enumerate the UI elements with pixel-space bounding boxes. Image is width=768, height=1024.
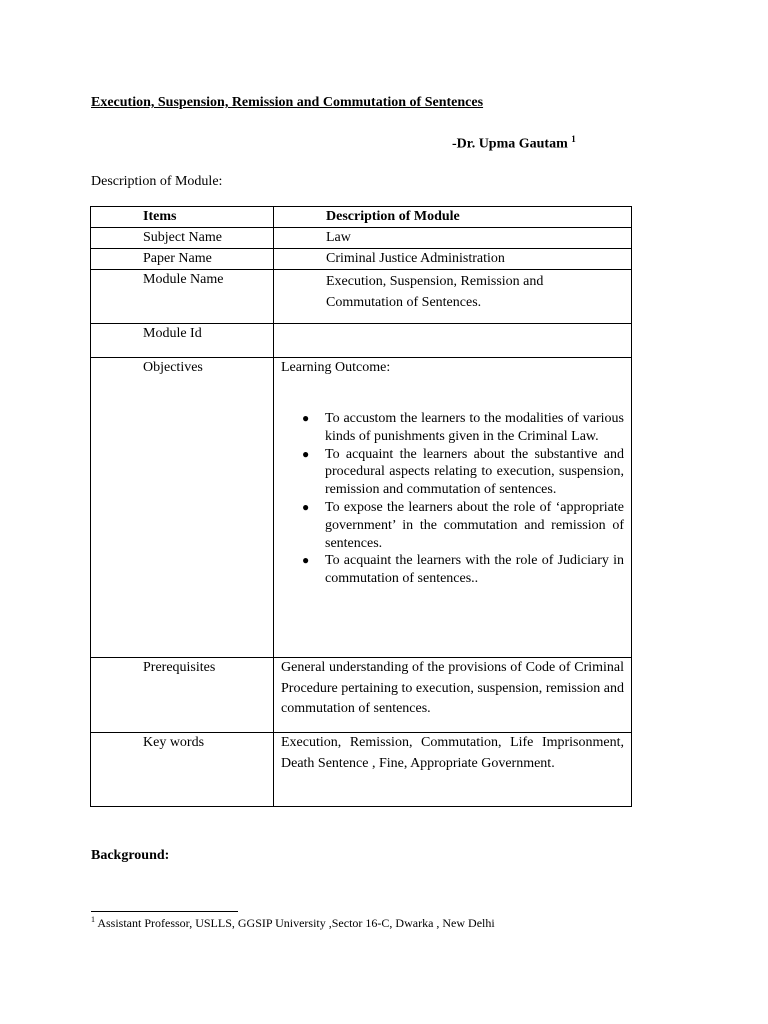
row-value-prerequisites: General understanding of the provisions of Code of Criminal Procedure pertaining to execution, suspension, remission and commutation of sentences. <box>274 658 632 733</box>
row-label-subject: Subject Name <box>91 228 274 249</box>
table-row <box>91 324 632 358</box>
row-label-module-id: Module Id <box>91 324 274 358</box>
row-value-objectives <box>274 358 632 658</box>
objectives-list <box>281 410 624 588</box>
header-items: Items <box>91 207 274 228</box>
description-label: Description of Module: <box>91 174 223 189</box>
footnote-mark: 1 <box>91 915 95 924</box>
footnote-text: Assistant Professor, USLLS, GGSIP University ,Sector 16-C, Dwarka , New Delhi <box>95 916 495 930</box>
table-header-row <box>91 207 632 228</box>
table-row <box>91 658 632 733</box>
bullet-icon: ● <box>302 411 310 425</box>
list-item: ● To accustom the learners to the modalities of various kinds of punishments given in the Criminal Law. <box>302 411 624 444</box>
row-label-objectives: Objectives <box>91 358 274 658</box>
author-line <box>452 134 576 153</box>
row-value-module-name: Execution, Suspension, Remission and Commutation of Sentences. <box>274 270 632 324</box>
footnote-divider <box>91 911 238 912</box>
bullet-icon: ● <box>302 553 310 568</box>
row-label-module-name: Module Name <box>91 270 274 324</box>
bullet-icon: ● <box>302 499 310 514</box>
row-label-paper: Paper Name <box>91 249 274 270</box>
footnote <box>91 915 495 931</box>
header-description: Description of Module <box>274 207 632 228</box>
author-name: -Dr. Upma Gautam <box>452 136 568 152</box>
row-value-paper: Criminal Justice Administration <box>274 249 632 270</box>
learning-outcome-heading: Learning Outcome: <box>281 360 391 375</box>
document-title: Execution, Suspension, Remission and Commutation of Sentences <box>91 95 484 110</box>
row-label-keywords: Key words <box>91 733 274 807</box>
table-row <box>91 358 632 658</box>
table-row <box>91 270 632 324</box>
bullet-icon: ● <box>302 446 310 461</box>
module-table <box>90 206 632 807</box>
table-row <box>91 733 632 807</box>
row-value-keywords: Execution, Remission, Commutation, Life Imprisonment, Death Sentence , Fine, Appropriate Government. <box>274 733 632 807</box>
list-item: ● To expose the learners about the role of ‘appropriate government’ in the commutation and remission of sentences. <box>302 499 624 551</box>
table-row <box>91 228 632 249</box>
author-footnote-mark: 1 <box>571 134 576 144</box>
background-heading: Background: <box>91 848 170 863</box>
table-row <box>91 249 632 270</box>
list-item: ● To acquaint the learners about the substantive and procedural aspects relating to execution, suspension, remission and commutation of sentences. <box>302 446 624 498</box>
row-value-module-id <box>274 324 632 358</box>
row-value-subject: Law <box>274 228 632 249</box>
list-item: ● To acquaint the learners with the role of Judiciary in commutation of sentences.. <box>302 553 624 587</box>
row-label-prerequisites: Prerequisites <box>91 658 274 733</box>
